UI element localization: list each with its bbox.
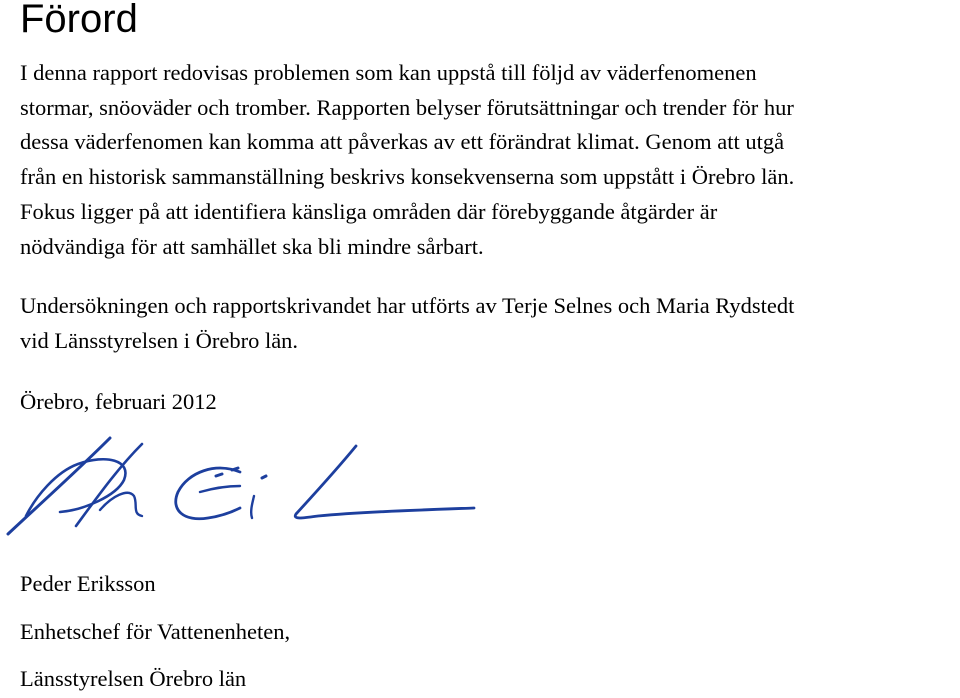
authors-line: Undersökningen och rapportskrivandet har utförts av Terje Selnes och Maria Rydstedt (20, 293, 795, 318)
intro-line: stormar, snöoväder och tromber. Rapporten belyser förutsättningar och trender för hur (20, 94, 794, 120)
intro-line: Fokus ligger på att identifiera känsliga områden där förebyggande åtgärder är (20, 198, 718, 224)
authors-line: vid Länsstyrelsen i Örebro län. (20, 327, 299, 353)
intro-line: nödvändiga för att samhället ska bli mindre sårbart. (20, 233, 484, 259)
signatory-organization: Länsstyrelsen Örebro län (20, 666, 247, 691)
intro-line: dessa väderfenomen kan komma att påverkas av ett förändrat klimat. Genom att utgå (20, 129, 785, 155)
handwritten-signature (0, 430, 480, 550)
intro-line: från en historisk sammanställning beskrivs konsekvenserna som uppstått i Örebro län. (20, 164, 795, 190)
signatory-title: Enhetschef för Vattenenheten, (20, 619, 291, 644)
place-date: Örebro, februari 2012 (20, 389, 217, 414)
page-title: Förord (20, 0, 138, 41)
intro-line: I denna rapport redovisas problemen som kan uppstå till följd av väderfenomenen (20, 60, 757, 85)
signatory-name: Peder Eriksson (20, 571, 156, 596)
authors-paragraph (20, 289, 794, 358)
intro-paragraph (20, 56, 794, 264)
